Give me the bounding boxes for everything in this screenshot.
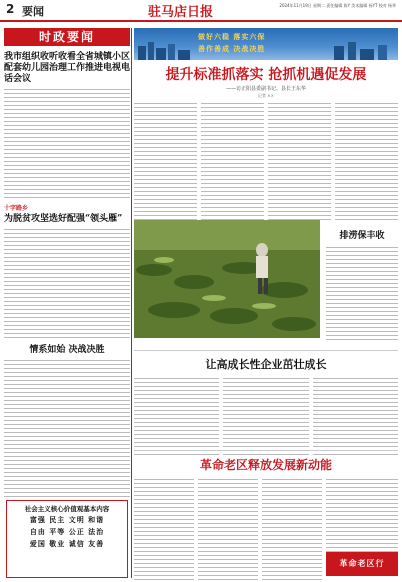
main-body-col [201,103,264,221]
side-headline: 排涝保丰收 [339,231,385,241]
banner-image [134,28,398,60]
feature2-body [134,378,398,456]
rubric-banner: 时政要闻 [4,28,130,46]
feature2-body-col [223,378,308,456]
side-column [326,228,398,343]
core-values-box [6,500,128,578]
main-body-col [134,103,197,221]
main-byline: 记者 ×× [258,93,274,98]
feature3-body-col [198,479,258,582]
column-divider [131,28,132,578]
core-values-title: 社会主义核心价值观基本内容 [24,505,110,513]
article2-body [4,229,130,339]
article1-body [4,89,130,199]
article3-headline: 情系如始 决战决胜 [29,345,105,355]
article2-headline: 为脱贫攻坚选好配强“领头雁” [4,214,123,224]
corner-series-box: 革命老区行 [326,552,398,576]
article2-label: 十字路乡 [4,205,29,212]
feature3-headline: 革命老区释放发展新动能 [199,458,332,472]
main-body-col [268,103,331,221]
page-header [0,0,402,22]
main-body [134,103,398,221]
side-body [326,247,398,343]
banner-slogan-1: 做好六稳 落实六保 [198,33,266,41]
left-column [4,28,130,500]
feature3-body-col [134,479,194,582]
core-values-row: 爱国 敬业 诚信 友善 [29,540,105,548]
newspaper-masthead: 驻马店日报 [148,5,214,20]
core-values-row: 富强 民主 文明 和谐 [29,516,105,524]
section-divider [134,450,398,451]
field-photo-image [134,220,320,338]
main-subhead: ——访正阳县委副书记、县长王东华 [225,86,306,92]
feature2-headline: 让高成长性企业茁壮成长 [205,358,327,371]
feature3-body-col [326,479,398,559]
feature-article-2 [134,356,398,456]
core-values-row: 自由 平等 公正 法治 [29,528,105,536]
article3-body [4,360,130,500]
main-headline: 提升标准抓落实 抢抓机遇促发展 [165,67,367,83]
page-number: 2 [6,2,15,16]
main-article [134,28,398,221]
skyline-graphic [134,40,398,60]
dateline: 2024年11月19日 星期二 责任编辑 陈Y 美术编辑 杨YT 校对 杨华 [279,3,396,8]
feature2-body-col [134,378,219,456]
banner-slogan-2: 善作善成 决战决胜 [198,45,266,53]
section-title: 要闻 [22,5,44,18]
main-body-col [335,103,398,221]
field-photo [134,220,320,338]
feature3-body-col [262,479,322,582]
section-divider [134,350,398,351]
article1-headline: 我市组织收听收看全省城镇小区配套幼儿园治理工作推进电视电话会议 [4,52,131,84]
feature2-body-col [313,378,398,456]
